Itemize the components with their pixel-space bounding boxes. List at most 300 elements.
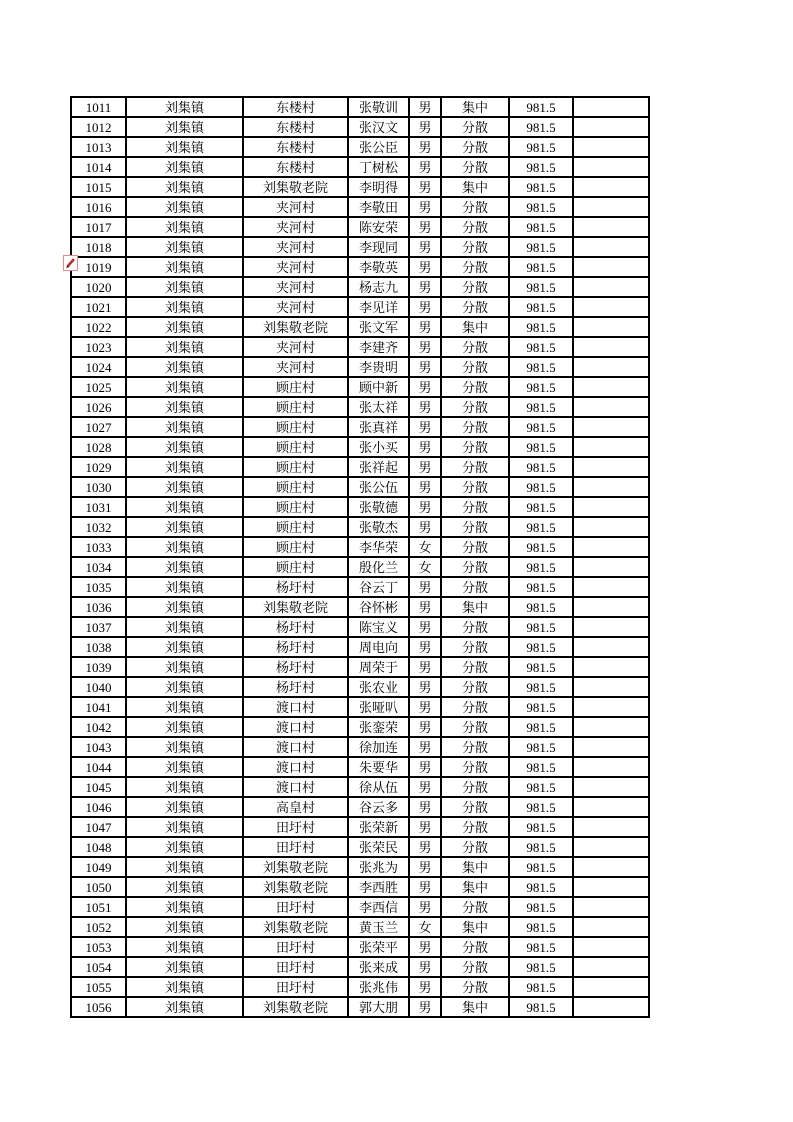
cell-name: 张敬杰	[348, 517, 409, 537]
cell-blank	[573, 657, 649, 677]
cell-support-type: 分散	[441, 817, 509, 837]
cell-name: 殷化兰	[348, 557, 409, 577]
cell-gender: 男	[409, 757, 441, 777]
cell-support-type: 集中	[441, 917, 509, 937]
cell-id: 1029	[71, 457, 126, 477]
cell-amount: 981.5	[509, 957, 573, 977]
cell-blank	[573, 297, 649, 317]
cell-support-type: 分散	[441, 437, 509, 457]
cell-name: 李敬英	[348, 257, 409, 277]
cell-blank	[573, 437, 649, 457]
cell-village: 田圩村	[243, 897, 348, 917]
cell-support-type: 分散	[441, 617, 509, 637]
cell-id: 1017	[71, 217, 126, 237]
cell-support-type: 分散	[441, 757, 509, 777]
cell-blank	[573, 457, 649, 477]
cell-town: 刘集镇	[126, 357, 243, 377]
cell-amount: 981.5	[509, 657, 573, 677]
cell-id: 1053	[71, 937, 126, 957]
cell-support-type: 分散	[441, 717, 509, 737]
cell-gender: 男	[409, 737, 441, 757]
cell-gender: 男	[409, 637, 441, 657]
cell-amount: 981.5	[509, 637, 573, 657]
cell-town: 刘集镇	[126, 557, 243, 577]
cell-gender: 男	[409, 617, 441, 637]
cell-village: 顾庄村	[243, 537, 348, 557]
cell-name: 丁树松	[348, 157, 409, 177]
cell-id: 1015	[71, 177, 126, 197]
cell-id: 1018	[71, 237, 126, 257]
cell-gender: 男	[409, 717, 441, 737]
cell-name: 陈宝义	[348, 617, 409, 637]
cell-blank	[573, 157, 649, 177]
cell-village: 顾庄村	[243, 377, 348, 397]
table-row	[71, 157, 649, 177]
cell-village: 刘集敬老院	[243, 597, 348, 617]
cell-gender: 男	[409, 957, 441, 977]
pencil-glyph	[64, 256, 77, 270]
cell-town: 刘集镇	[126, 697, 243, 717]
cell-id: 1033	[71, 537, 126, 557]
cell-blank	[573, 417, 649, 437]
cell-id: 1043	[71, 737, 126, 757]
cell-blank	[573, 177, 649, 197]
cell-town: 刘集镇	[126, 637, 243, 657]
cell-support-type: 分散	[441, 217, 509, 237]
cell-amount: 981.5	[509, 897, 573, 917]
cell-name: 李现同	[348, 237, 409, 257]
cell-id: 1050	[71, 877, 126, 897]
cell-id: 1024	[71, 357, 126, 377]
table-row	[71, 797, 649, 817]
cell-gender: 男	[409, 997, 441, 1017]
cell-village: 杨圩村	[243, 637, 348, 657]
cell-blank	[573, 357, 649, 377]
cell-blank	[573, 337, 649, 357]
cell-support-type: 分散	[441, 397, 509, 417]
cell-name: 张汉文	[348, 117, 409, 137]
cell-gender: 女	[409, 557, 441, 577]
cell-village: 顾庄村	[243, 397, 348, 417]
cell-village: 顾庄村	[243, 457, 348, 477]
cell-gender: 男	[409, 237, 441, 257]
table-row	[71, 217, 649, 237]
table-row	[71, 677, 649, 697]
cell-gender: 男	[409, 217, 441, 237]
table-row	[71, 477, 649, 497]
cell-town: 刘集镇	[126, 97, 243, 117]
cell-gender: 男	[409, 777, 441, 797]
cell-name: 张敬德	[348, 497, 409, 517]
cell-village: 渡口村	[243, 717, 348, 737]
cell-town: 刘集镇	[126, 797, 243, 817]
cell-amount: 981.5	[509, 737, 573, 757]
cell-support-type: 分散	[441, 677, 509, 697]
table-row	[71, 877, 649, 897]
cell-blank	[573, 757, 649, 777]
cell-id: 1044	[71, 757, 126, 777]
table-row	[71, 997, 649, 1017]
cell-name: 张祥起	[348, 457, 409, 477]
cell-town: 刘集镇	[126, 577, 243, 597]
cell-amount: 981.5	[509, 817, 573, 837]
cell-amount: 981.5	[509, 297, 573, 317]
table-row	[71, 557, 649, 577]
cell-town: 刘集镇	[126, 397, 243, 417]
cell-amount: 981.5	[509, 857, 573, 877]
cell-name: 张来成	[348, 957, 409, 977]
cell-village: 夹河村	[243, 337, 348, 357]
recipient-table	[70, 96, 650, 1018]
cell-town: 刘集镇	[126, 277, 243, 297]
cell-id: 1021	[71, 297, 126, 317]
table-row	[71, 617, 649, 637]
cell-gender: 女	[409, 917, 441, 937]
cell-id: 1056	[71, 997, 126, 1017]
cell-amount: 981.5	[509, 937, 573, 957]
cell-id: 1014	[71, 157, 126, 177]
edit-marker-icon	[63, 255, 78, 271]
cell-town: 刘集镇	[126, 717, 243, 737]
table-row	[71, 977, 649, 997]
cell-name: 张荣民	[348, 837, 409, 857]
cell-amount: 981.5	[509, 977, 573, 997]
cell-town: 刘集镇	[126, 417, 243, 437]
cell-support-type: 集中	[441, 597, 509, 617]
table-row	[71, 417, 649, 437]
cell-amount: 981.5	[509, 597, 573, 617]
cell-town: 刘集镇	[126, 257, 243, 277]
cell-id: 1032	[71, 517, 126, 537]
cell-amount: 981.5	[509, 777, 573, 797]
cell-amount: 981.5	[509, 217, 573, 237]
cell-gender: 男	[409, 677, 441, 697]
cell-village: 刘集敬老院	[243, 317, 348, 337]
table-row	[71, 857, 649, 877]
table-row	[71, 197, 649, 217]
cell-blank	[573, 557, 649, 577]
cell-blank	[573, 977, 649, 997]
cell-town: 刘集镇	[126, 857, 243, 877]
cell-gender: 男	[409, 157, 441, 177]
cell-town: 刘集镇	[126, 897, 243, 917]
cell-support-type: 分散	[441, 957, 509, 977]
cell-support-type: 分散	[441, 417, 509, 437]
table-row	[71, 457, 649, 477]
table-row	[71, 957, 649, 977]
cell-village: 渡口村	[243, 697, 348, 717]
cell-blank	[573, 817, 649, 837]
cell-village: 田圩村	[243, 937, 348, 957]
cell-blank	[573, 957, 649, 977]
cell-blank	[573, 937, 649, 957]
cell-blank	[573, 217, 649, 237]
table-row	[71, 577, 649, 597]
cell-amount: 981.5	[509, 337, 573, 357]
table-row	[71, 137, 649, 157]
cell-id: 1036	[71, 597, 126, 617]
cell-town: 刘集镇	[126, 477, 243, 497]
cell-blank	[573, 677, 649, 697]
cell-id: 1013	[71, 137, 126, 157]
cell-village: 田圩村	[243, 957, 348, 977]
cell-blank	[573, 857, 649, 877]
cell-support-type: 分散	[441, 277, 509, 297]
cell-amount: 981.5	[509, 757, 573, 777]
cell-town: 刘集镇	[126, 337, 243, 357]
cell-name: 张文军	[348, 317, 409, 337]
cell-town: 刘集镇	[126, 157, 243, 177]
cell-id: 1023	[71, 337, 126, 357]
cell-blank	[573, 617, 649, 637]
cell-town: 刘集镇	[126, 757, 243, 777]
cell-village: 杨圩村	[243, 577, 348, 597]
cell-village: 渡口村	[243, 737, 348, 757]
cell-blank	[573, 777, 649, 797]
cell-name: 张太祥	[348, 397, 409, 417]
cell-amount: 981.5	[509, 257, 573, 277]
cell-gender: 男	[409, 197, 441, 217]
cell-gender: 女	[409, 537, 441, 557]
cell-amount: 981.5	[509, 117, 573, 137]
cell-village: 刘集敬老院	[243, 857, 348, 877]
cell-name: 张荣新	[348, 817, 409, 837]
table-row	[71, 517, 649, 537]
cell-id: 1040	[71, 677, 126, 697]
cell-town: 刘集镇	[126, 377, 243, 397]
cell-blank	[573, 997, 649, 1017]
cell-id: 1027	[71, 417, 126, 437]
cell-amount: 981.5	[509, 317, 573, 337]
cell-gender: 男	[409, 357, 441, 377]
cell-blank	[573, 257, 649, 277]
cell-support-type: 集中	[441, 317, 509, 337]
cell-support-type: 分散	[441, 457, 509, 477]
cell-village: 顾庄村	[243, 417, 348, 437]
cell-support-type: 集中	[441, 857, 509, 877]
cell-id: 1012	[71, 117, 126, 137]
cell-village: 顾庄村	[243, 557, 348, 577]
cell-support-type: 分散	[441, 497, 509, 517]
cell-name: 张小买	[348, 437, 409, 457]
cell-name: 李华荣	[348, 537, 409, 557]
cell-id: 1016	[71, 197, 126, 217]
cell-name: 徐从伍	[348, 777, 409, 797]
cell-amount: 981.5	[509, 557, 573, 577]
cell-town: 刘集镇	[126, 677, 243, 697]
cell-gender: 男	[409, 697, 441, 717]
cell-gender: 男	[409, 437, 441, 457]
cell-village: 高皇村	[243, 797, 348, 817]
cell-blank	[573, 537, 649, 557]
cell-blank	[573, 917, 649, 937]
cell-amount: 981.5	[509, 837, 573, 857]
cell-town: 刘集镇	[126, 317, 243, 337]
cell-blank	[573, 497, 649, 517]
cell-village: 杨圩村	[243, 657, 348, 677]
cell-village: 杨圩村	[243, 677, 348, 697]
cell-support-type: 分散	[441, 797, 509, 817]
cell-amount: 981.5	[509, 397, 573, 417]
cell-amount: 981.5	[509, 917, 573, 937]
cell-town: 刘集镇	[126, 457, 243, 477]
cell-support-type: 分散	[441, 637, 509, 657]
cell-support-type: 集中	[441, 997, 509, 1017]
cell-blank	[573, 197, 649, 217]
cell-support-type: 分散	[441, 377, 509, 397]
cell-name: 张公伍	[348, 477, 409, 497]
cell-support-type: 分散	[441, 357, 509, 377]
cell-amount: 981.5	[509, 877, 573, 897]
cell-village: 渡口村	[243, 777, 348, 797]
cell-town: 刘集镇	[126, 197, 243, 217]
cell-gender: 男	[409, 397, 441, 417]
cell-village: 刘集敬老院	[243, 917, 348, 937]
cell-gender: 男	[409, 317, 441, 337]
cell-amount: 981.5	[509, 457, 573, 477]
cell-support-type: 分散	[441, 777, 509, 797]
cell-blank	[573, 877, 649, 897]
cell-village: 夹河村	[243, 197, 348, 217]
cell-village: 夹河村	[243, 217, 348, 237]
cell-town: 刘集镇	[126, 657, 243, 677]
cell-village: 渡口村	[243, 757, 348, 777]
cell-amount: 981.5	[509, 237, 573, 257]
table-row	[71, 397, 649, 417]
cell-town: 刘集镇	[126, 497, 243, 517]
cell-gender: 男	[409, 937, 441, 957]
cell-amount: 981.5	[509, 577, 573, 597]
table-row	[71, 257, 649, 277]
cell-name: 张銮荣	[348, 717, 409, 737]
cell-name: 黄玉兰	[348, 917, 409, 937]
cell-amount: 981.5	[509, 617, 573, 637]
cell-blank	[573, 377, 649, 397]
table-row	[71, 697, 649, 717]
cell-town: 刘集镇	[126, 877, 243, 897]
cell-gender: 男	[409, 897, 441, 917]
cell-village: 夹河村	[243, 237, 348, 257]
cell-id: 1031	[71, 497, 126, 517]
cell-name: 郭大朋	[348, 997, 409, 1017]
cell-town: 刘集镇	[126, 537, 243, 557]
cell-name: 李贵明	[348, 357, 409, 377]
table-row	[71, 497, 649, 517]
cell-village: 顾庄村	[243, 497, 348, 517]
cell-town: 刘集镇	[126, 117, 243, 137]
cell-amount: 981.5	[509, 517, 573, 537]
cell-name: 周荣于	[348, 657, 409, 677]
cell-town: 刘集镇	[126, 237, 243, 257]
cell-name: 顾中新	[348, 377, 409, 397]
cell-name: 李见详	[348, 297, 409, 317]
cell-town: 刘集镇	[126, 517, 243, 537]
cell-support-type: 分散	[441, 477, 509, 497]
table-row	[71, 817, 649, 837]
cell-support-type: 分散	[441, 737, 509, 757]
cell-name: 谷怀彬	[348, 597, 409, 617]
cell-support-type: 分散	[441, 297, 509, 317]
table-row	[71, 737, 649, 757]
cell-support-type: 分散	[441, 557, 509, 577]
cell-village: 杨圩村	[243, 617, 348, 637]
cell-name: 李明得	[348, 177, 409, 197]
cell-blank	[573, 237, 649, 257]
cell-blank	[573, 397, 649, 417]
table-row	[71, 437, 649, 457]
cell-amount: 981.5	[509, 177, 573, 197]
cell-town: 刘集镇	[126, 777, 243, 797]
cell-blank	[573, 137, 649, 157]
cell-amount: 981.5	[509, 137, 573, 157]
cell-amount: 981.5	[509, 697, 573, 717]
table-row	[71, 917, 649, 937]
cell-support-type: 分散	[441, 577, 509, 597]
cell-support-type: 分散	[441, 837, 509, 857]
cell-id: 1028	[71, 437, 126, 457]
cell-town: 刘集镇	[126, 977, 243, 997]
cell-support-type: 分散	[441, 237, 509, 257]
cell-name: 李西信	[348, 897, 409, 917]
cell-id: 1041	[71, 697, 126, 717]
cell-town: 刘集镇	[126, 297, 243, 317]
table-row	[71, 757, 649, 777]
cell-support-type: 分散	[441, 257, 509, 277]
cell-blank	[573, 697, 649, 717]
cell-id: 1042	[71, 717, 126, 737]
cell-gender: 男	[409, 657, 441, 677]
cell-town: 刘集镇	[126, 217, 243, 237]
cell-town: 刘集镇	[126, 817, 243, 837]
cell-amount: 981.5	[509, 797, 573, 817]
cell-gender: 男	[409, 137, 441, 157]
cell-support-type: 分散	[441, 937, 509, 957]
cell-amount: 981.5	[509, 537, 573, 557]
table-row	[71, 657, 649, 677]
cell-village: 东楼村	[243, 157, 348, 177]
cell-support-type: 分散	[441, 137, 509, 157]
cell-town: 刘集镇	[126, 737, 243, 757]
cell-town: 刘集镇	[126, 917, 243, 937]
cell-blank	[573, 577, 649, 597]
cell-gender: 男	[409, 117, 441, 137]
cell-support-type: 分散	[441, 517, 509, 537]
cell-village: 刘集敬老院	[243, 877, 348, 897]
cell-blank	[573, 597, 649, 617]
cell-village: 刘集敬老院	[243, 997, 348, 1017]
cell-village: 顾庄村	[243, 437, 348, 457]
cell-village: 夹河村	[243, 277, 348, 297]
cell-name: 张真祥	[348, 417, 409, 437]
cell-id: 1048	[71, 837, 126, 857]
table-row	[71, 537, 649, 557]
cell-blank	[573, 737, 649, 757]
cell-blank	[573, 637, 649, 657]
cell-amount: 981.5	[509, 677, 573, 697]
cell-village: 顾庄村	[243, 517, 348, 537]
table-row	[71, 837, 649, 857]
cell-name: 谷云丁	[348, 577, 409, 597]
cell-village: 东楼村	[243, 97, 348, 117]
table-row	[71, 297, 649, 317]
cell-blank	[573, 897, 649, 917]
cell-id: 1054	[71, 957, 126, 977]
cell-name: 杨志九	[348, 277, 409, 297]
cell-blank	[573, 477, 649, 497]
cell-town: 刘集镇	[126, 837, 243, 857]
table-row	[71, 237, 649, 257]
table-row	[71, 637, 649, 657]
